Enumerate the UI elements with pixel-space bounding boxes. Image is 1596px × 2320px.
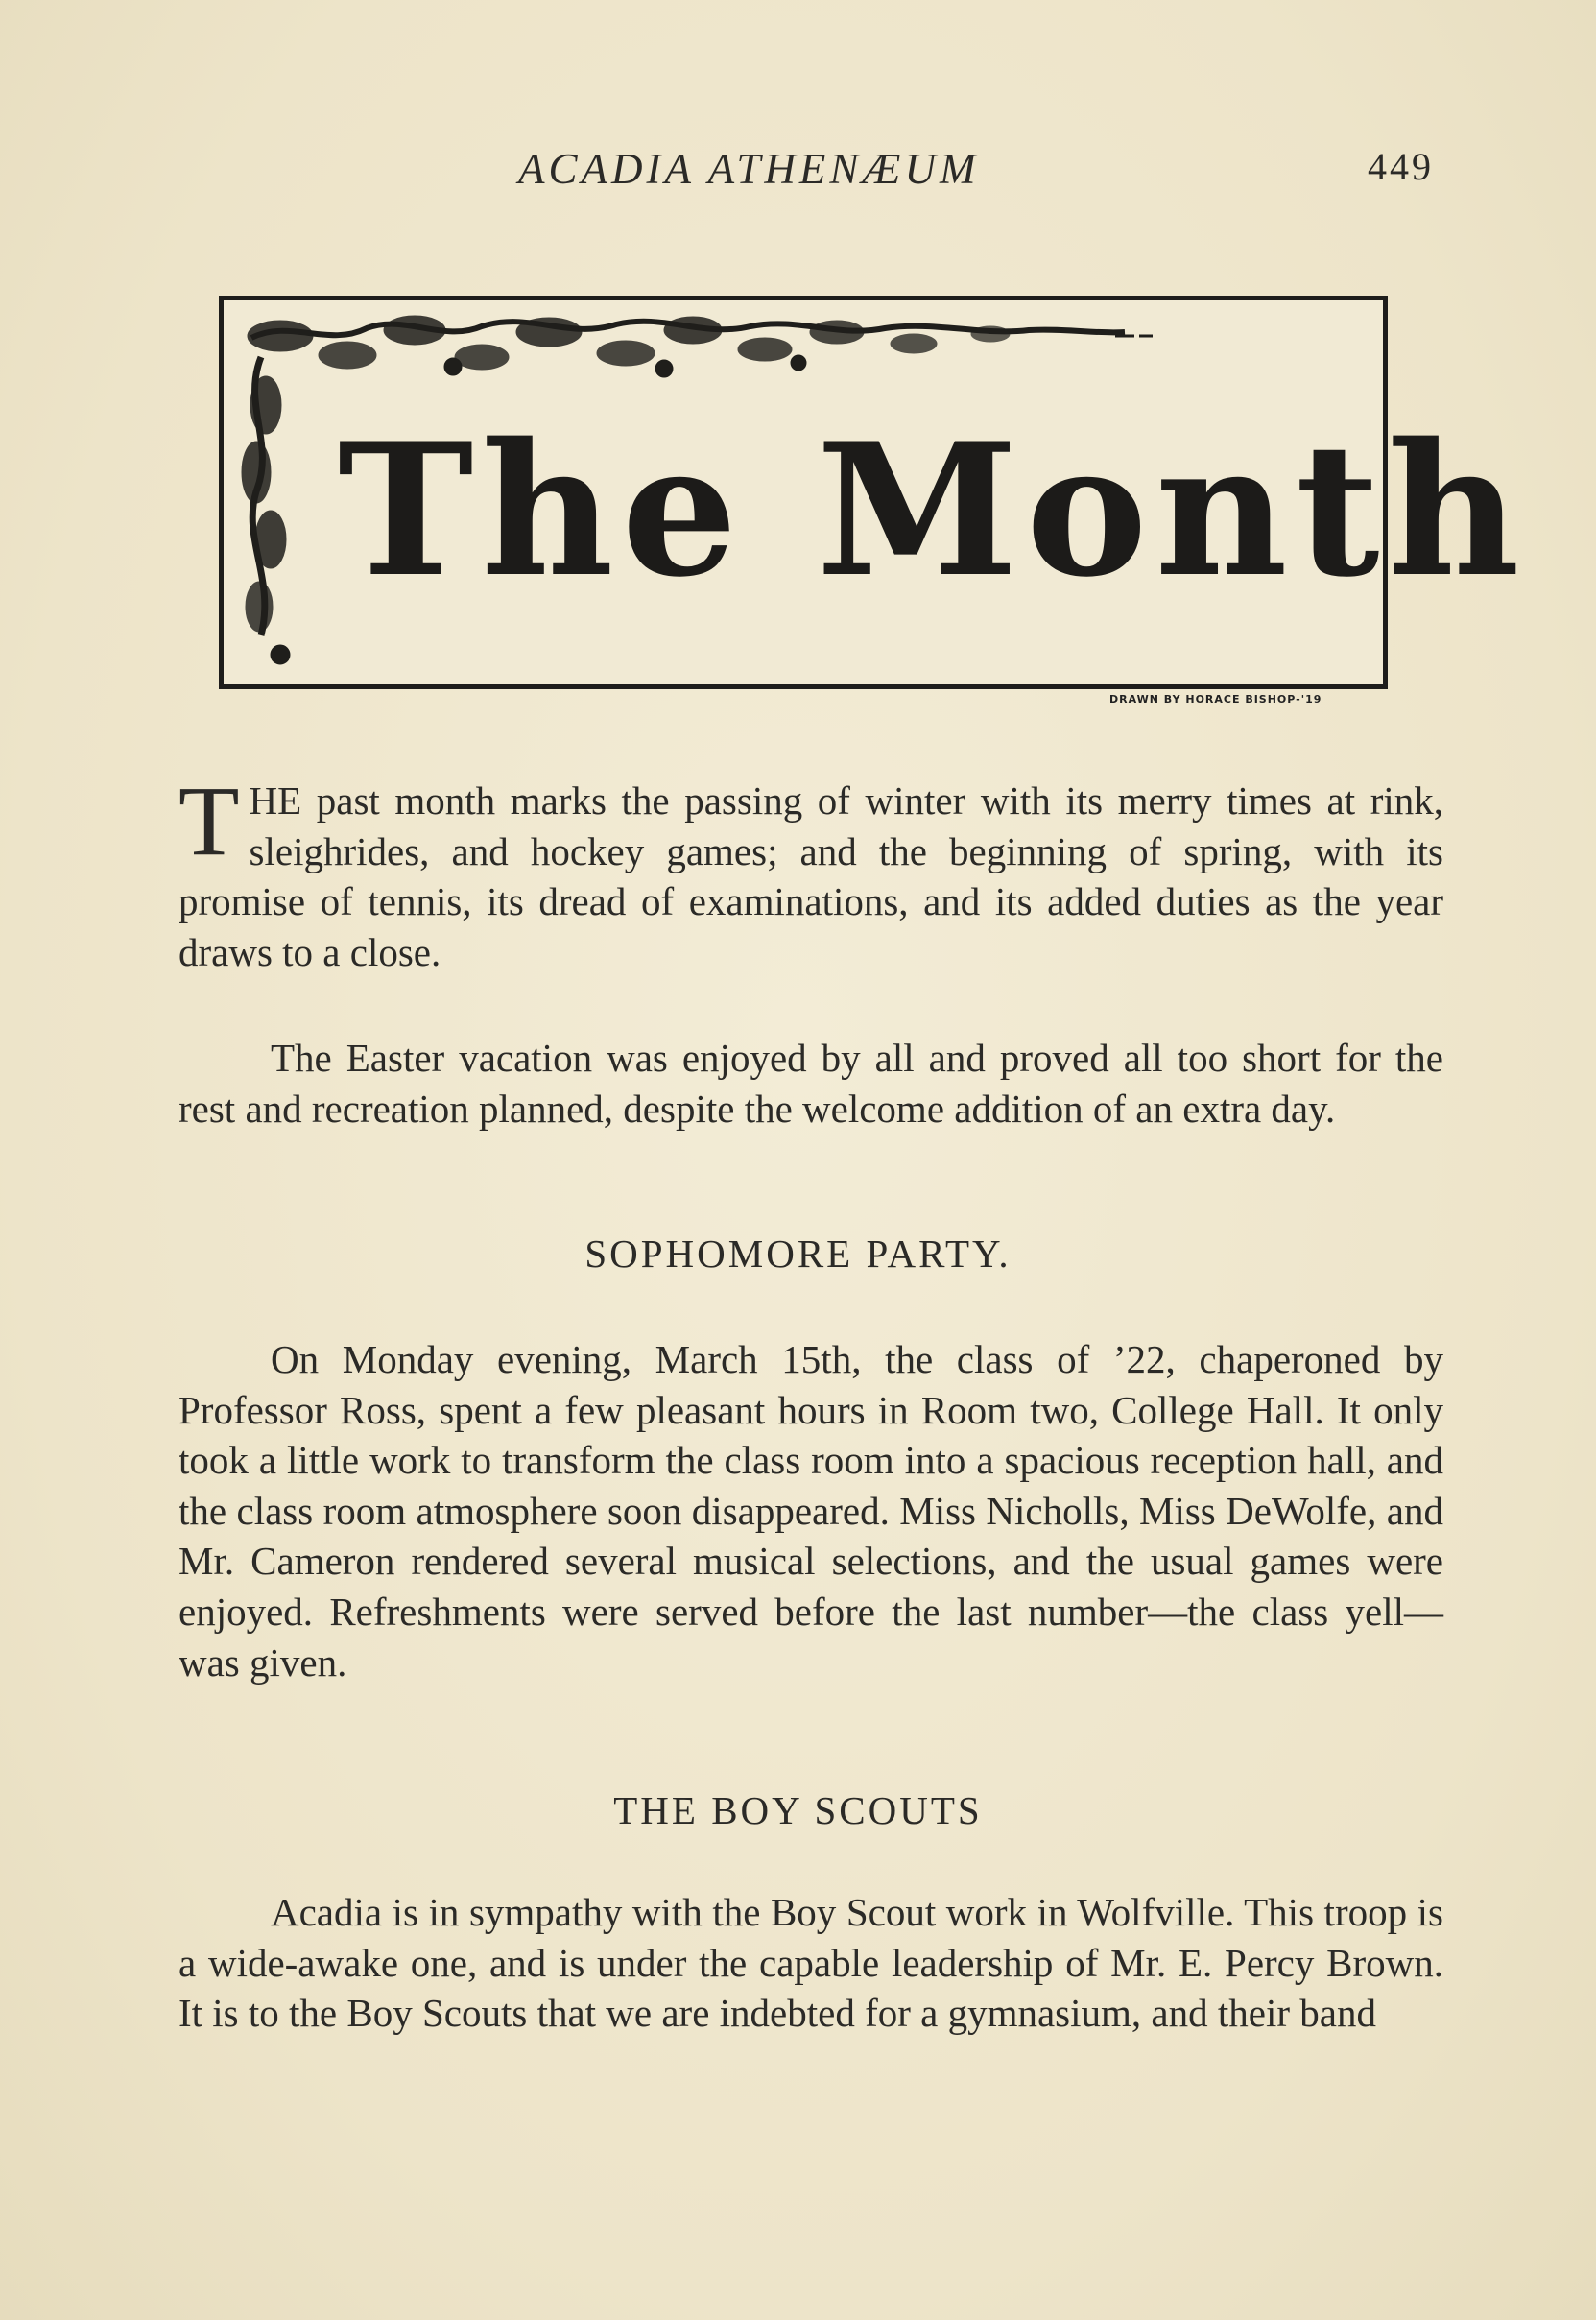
intro-text: HE past month marks the passing of winter with its merry times at rink, sleighrides, and hockey games; and the beginning of spring, with its promise of tennis, its dread of examinations, and its added duties as the year draws to a close. — [179, 778, 1443, 974]
running-title: ACADIA ATHENÆUM — [518, 145, 980, 193]
intro-paragraph — [179, 766, 1443, 977]
sophomore-party-text: On Monday evening, March 15th, the class of ’22, chaperoned by Professor Ross, spent a few pleasant hours in Room two, College Hall. It only took a little work to transform the class room into a spacious reception hall, and the class room atmosphere soon disappeared. Miss Nicholls, Miss DeWolfe, and Mr. Cameron rendered several musical selections, and the usual games were enjoyed. Refreshments were served before the last number—the class yell—was given. — [179, 1337, 1443, 1685]
drop-cap: T — [179, 766, 240, 876]
boy-scouts-paragraph — [179, 1887, 1443, 2039]
banner-title: The Month — [338, 403, 1528, 617]
running-head — [0, 144, 1596, 202]
sophomore-party-paragraph — [179, 1334, 1443, 1687]
section-banner — [219, 296, 1528, 689]
easter-paragraph — [179, 1033, 1443, 1134]
easter-text: The Easter vacation was enjoyed by all and proved all too short for the rest and recreation planned, despite the welcome addition of an extra day. — [179, 1036, 1443, 1131]
page-number: 449 — [1368, 145, 1434, 188]
illustration-credit: DRAWN BY HORACE BISHOP-'19 — [1109, 693, 1322, 706]
boy-scouts-text: Acadia is in sympathy with the Boy Scout work in Wolfville. This troop is a wide-awake one, and is under the capable leadership of Mr. E. Percy Brown. It is to the Boy Scouts that we are indebted for a gymnasium, and their band — [179, 1890, 1443, 2036]
section-heading-boy-scouts: THE BOY SCOUTS — [613, 1788, 983, 1832]
section-heading-sophomore-party: SOPHOMORE PARTY. — [584, 1232, 1012, 1276]
